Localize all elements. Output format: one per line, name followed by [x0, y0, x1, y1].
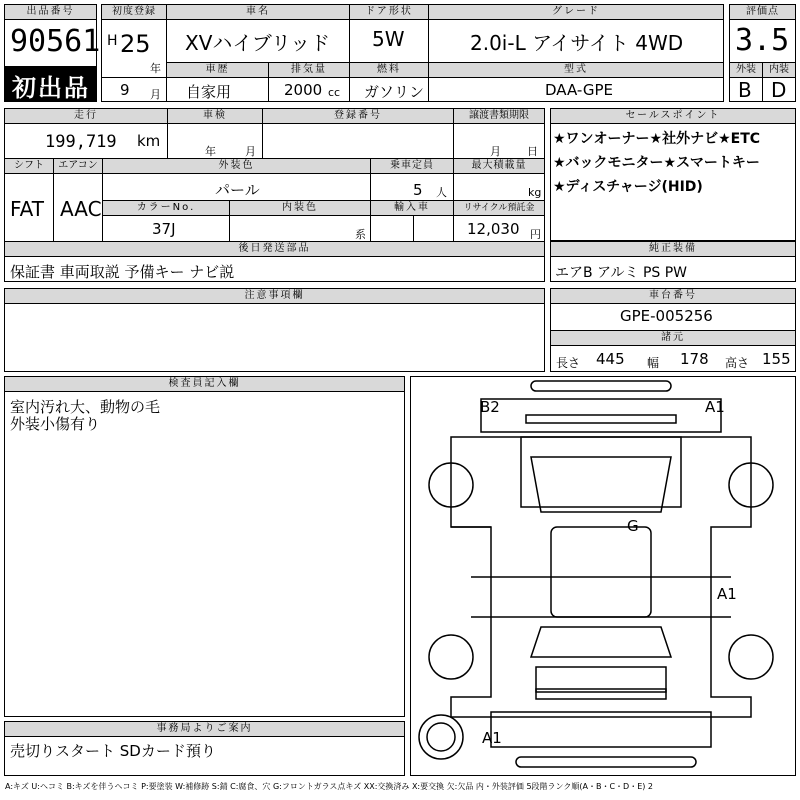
recycle-label: リサイクル預託金 [454, 201, 544, 215]
mileage-unit: km [137, 132, 161, 150]
accessories-label: 後日発送部品 [5, 242, 544, 256]
fuel-label: 燃料 [350, 63, 428, 77]
inspection-label: 車検 [168, 109, 262, 123]
exterior-label: 外装 [730, 63, 762, 77]
sales-point-line: ★バックモニター★スマートキー [553, 155, 760, 171]
length: 445 [596, 350, 625, 368]
office-label: 事務局よりご案内 [5, 722, 404, 737]
equipment-label: 純正装備 [551, 242, 795, 257]
load-unit: kg [528, 186, 542, 199]
exterior-score: B [738, 78, 752, 102]
int-color-label: 内装色 [230, 201, 370, 215]
lot-label: 出品番号 [5, 5, 96, 20]
year-unit: 年 [150, 62, 161, 75]
dims-label: 諸元 [551, 331, 795, 346]
transfer-label: 譲渡書類期限 [454, 109, 544, 123]
color-no-label: カラーNo. [103, 201, 229, 215]
chassis-number: GPE-005256 [620, 307, 713, 325]
mark-b2: B2 [480, 398, 500, 416]
height-label: 高さ [725, 356, 750, 370]
insp-year-unit: 年 [205, 145, 216, 158]
equipment-value: エアB アルミ PS PW [555, 265, 688, 281]
mark-a1-side: A1 [717, 585, 737, 603]
transfer-day-unit: 日 [527, 145, 538, 158]
model-label: 型式 [429, 63, 723, 77]
displacement: 2000 [284, 81, 323, 99]
notes-label: 注意事項欄 [5, 289, 544, 304]
door-type: 5W [372, 27, 405, 51]
interior-label: 内装 [763, 63, 795, 77]
ac-label: エアコン [54, 159, 102, 173]
lot-number: 90561 [10, 24, 101, 59]
shift-label: シフト [5, 159, 53, 173]
inspector-line: 室内汚れ大、動物の毛 [10, 398, 161, 416]
accessories-value: 保証書 車両取説 予備キー ナビ説 [10, 263, 235, 281]
color-no: 37J [152, 220, 176, 238]
mark-g: G [627, 517, 639, 535]
mileage-label: 走行 [5, 109, 167, 123]
inspector-label: 検査員記入欄 [5, 377, 404, 392]
sales-points-label: セールスポイント [551, 109, 795, 124]
int-color-unit: 系 [355, 228, 366, 241]
score-label: 評価点 [730, 5, 795, 20]
car-name: XVハイブリッド [185, 31, 331, 55]
displacement-unit: cc [328, 86, 341, 99]
capacity: 5 [413, 181, 423, 199]
ac: AAC [60, 197, 102, 221]
first-listing-text: 初出品 [12, 74, 90, 102]
legend: A:キズ U:ヘコミ B:キズを伴うヘコミ P:要塗装 W:補修跡 S:錆 C:腐食、穴 G:フロントガラス点キズ XX:交換済み X:要交換 欠:欠品 内・外装評価 5段階ランク順(A・B・C・D・E) 2 [5, 782, 654, 791]
month-unit: 月 [150, 88, 161, 101]
ext-color: パール [215, 181, 260, 199]
displacement-label: 排気量 [269, 63, 349, 77]
width-label: 幅 [647, 356, 660, 370]
fuel: ガソリン [364, 83, 425, 101]
width: 178 [680, 350, 709, 368]
transfer-month-unit: 月 [490, 145, 501, 158]
first-reg-label: 初度登録 [102, 5, 166, 19]
interior-score: D [771, 78, 787, 102]
capacity-label: 乗車定員 [371, 159, 453, 173]
inspector-line: 外装小傷有り [10, 415, 101, 433]
car-name-label: 車名 [167, 5, 349, 19]
insp-month-unit: 月 [245, 145, 256, 158]
load-label: 最大積載量 [454, 159, 544, 173]
height: 155 [762, 350, 791, 368]
recycle-unit: 円 [530, 228, 541, 241]
capacity-unit: 人 [436, 186, 447, 199]
chassis-label: 車台番号 [551, 289, 795, 304]
sales-point-line: ★ワンオーナー★社外ナビ★ETC [553, 131, 761, 147]
month: 9 [120, 81, 130, 99]
plate-label: 登録番号 [263, 109, 453, 123]
shift: FAT [10, 197, 45, 221]
model: DAA-GPE [545, 81, 614, 99]
history-label: 車歴 [167, 63, 268, 77]
grade: 2.0i-L アイサイト 4WD [470, 31, 684, 55]
mark-a1-front: A1 [705, 398, 725, 416]
sales-point-line: ★ディスチャージ(HID) [553, 179, 703, 195]
era: H [107, 33, 118, 49]
car-diagram [411, 377, 795, 775]
score: 3.5 [735, 23, 790, 58]
history: 自家用 [186, 83, 232, 101]
import-label: 輸入車 [371, 201, 453, 215]
ext-color-label: 外装色 [103, 159, 370, 173]
mileage: 199,719 [45, 132, 117, 152]
grade-label: グレード [429, 5, 723, 19]
office-value: 売切りスタート SDカード預り [10, 742, 216, 760]
door-label: ドア形状 [350, 5, 428, 19]
recycle-amount: 12,030 [467, 220, 520, 238]
length-label: 長さ [556, 356, 581, 370]
mark-a1-rear: A1 [482, 729, 502, 747]
year: 25 [120, 30, 151, 58]
